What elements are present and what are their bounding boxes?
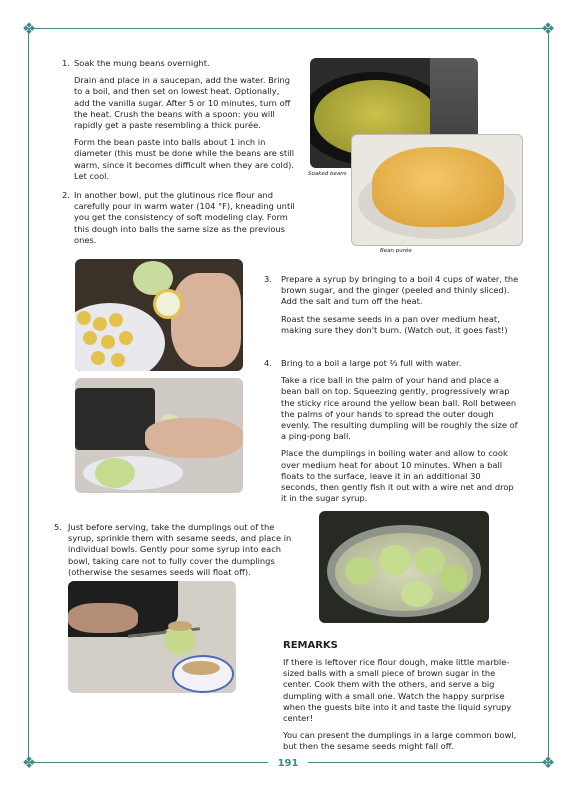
step-number: 3. <box>264 274 272 284</box>
shaping-dumplings-photo <box>75 259 243 371</box>
step-paragraph: Just before serving, take the dumplings out of the syrup, sprinkle them with sesame seeds, and place in individual bowls. Gently pour some syrup into each bowl, taking care not to fully cover the dumplings (otherwise the sesames seeds will float off). <box>68 522 292 577</box>
photo-caption: Soaked beans <box>308 171 347 177</box>
corner-ornament-icon: ❖ <box>540 19 556 38</box>
frame-top-line <box>28 28 548 29</box>
step-paragraph: Bring to a boil a large pot ⅔ full with water. <box>281 358 462 368</box>
step-paragraph: Roast the sesame seeds in a pan over medium heat, making sure they don't burn. (Watch out, it goes fast!) <box>281 313 508 335</box>
cooking-dumplings-photo <box>75 378 243 493</box>
corner-ornament-icon: ❖ <box>540 753 556 772</box>
corner-ornament-icon: ❖ <box>21 753 37 772</box>
step-number: 5. <box>54 522 62 532</box>
step-number: 1. <box>62 58 70 68</box>
photo-caption: Bean purée <box>380 248 412 254</box>
step-number: 4. <box>264 358 272 368</box>
step-paragraph: Form the bean paste into balls about 1 inch in diameter (this must be done while the beans are still warm, since it becomes difficult when they are cold). Let cool. <box>74 137 295 181</box>
boiling-dumplings-photo <box>319 511 489 623</box>
step-paragraph: Drain and place in a saucepan, add the water. Bring to a boil, and then set on lowest heat. Optionally, add the vanilla sugar. After 5 or 10 minutes, turn off the heat. Crush the beans with a spoon: you will rapidly get a paste resembling a thick purée. <box>74 75 291 131</box>
step-2-text <box>74 190 296 252</box>
remarks-paragraph: If there is leftover rice flour dough, make little marble-sized balls with a small piece of brown sugar in the center. Cook them with the others, and serve a big dumpling with a small one. Watch the happy surprise when the guests bite into it and taste the liquid syrupy center! <box>283 657 512 724</box>
step-3-text <box>281 274 519 342</box>
serving-dumpling-photo <box>68 581 236 693</box>
page-number: 191 <box>268 758 308 769</box>
step-1-text <box>74 58 296 188</box>
remarks-paragraph: You can present the dumplings in a large common bowl, but then the sesame seeds might fall off. <box>283 730 517 752</box>
step-paragraph: In another bowl, put the glutinous rice flour and carefully pour in warm water (104 °F), kneading until you get the consistency of soft modeling clay. Form this dough into balls the same size as the previous ones. <box>74 190 295 245</box>
remarks-text <box>283 657 519 759</box>
remarks-title: REMARKS <box>283 640 338 651</box>
step-paragraph: Take a rice ball in the palm of your hand and place a bean ball on top. Squeezing gently, progressively wrap the sticky rice around the yellow bean ball. Roll between the palms of your hands to spread the outer dough evenly. The resulting dumpling will be roughly the size of a ping-pong ball. <box>281 375 518 442</box>
bean-puree-photo <box>351 134 523 246</box>
corner-ornament-icon: ❖ <box>21 19 37 38</box>
frame-left-line <box>28 28 29 763</box>
step-4-text <box>281 358 519 510</box>
step-number: 2. <box>62 190 70 200</box>
step-paragraph: Prepare a syrup by bringing to a boil 4 cups of water, the brown sugar, and the ginger (peeled and thinly sliced). Add the salt and turn off the heat. <box>281 274 519 307</box>
frame-right-line <box>548 28 549 763</box>
step-5-text <box>68 522 292 584</box>
step-paragraph: Place the dumplings in boiling water and allow to cook over medium heat for about 10 minutes. When a ball floats to the surface, leave it in an additional 30 seconds, then gently fish it out with a wire net and drop it in the sugar syrup. <box>281 448 514 504</box>
step-paragraph: Soak the mung beans overnight. <box>74 58 210 68</box>
